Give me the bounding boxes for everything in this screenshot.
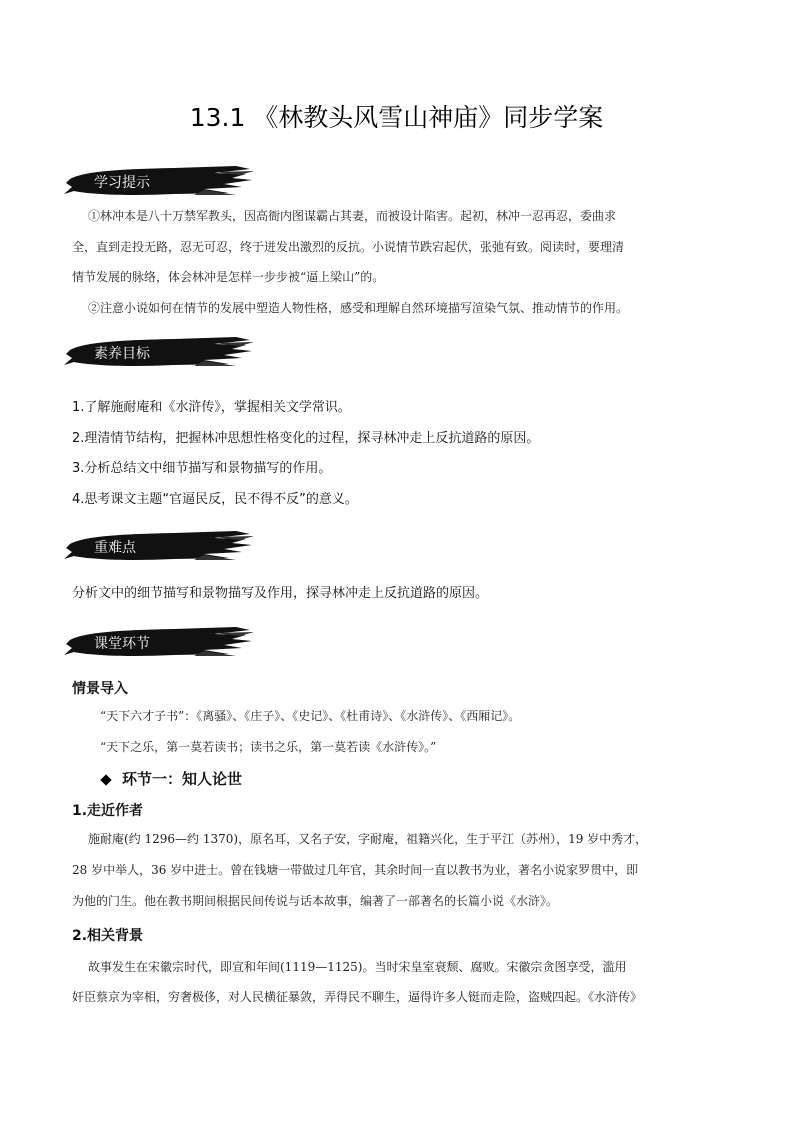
page-title: 13.1 《林教头风雪山神庙》同步学案	[189, 103, 604, 132]
author-heading: 1.走近作者	[72, 803, 144, 819]
goal-item: 4.思考课文主题“官逼民反，民不得不反”的意义。	[72, 492, 358, 507]
author-line: 为他的门生。他在教书期间根据民间传说与话本故事，编著了一部著名的长篇小说《水浒》。	[72, 894, 559, 908]
diamond-bullet-icon	[100, 774, 111, 785]
section-label: 素养目标	[94, 346, 150, 362]
background-line: 奸臣蔡京为宰相，穷奢极侈，对人民横征暴敛，弄得民不聊生，逼得许多人铤而走险，盗贼四起。《水浒传》	[72, 990, 643, 1004]
section-label: 课堂环节	[94, 636, 150, 652]
intro-line: “天下六才子书”：《离骚》、《庄子》、《史记》、《杜甫诗》、《水浒传》、《西厢记》。	[100, 709, 521, 723]
section-banner-class	[64, 626, 254, 658]
section-banner-key	[64, 530, 254, 562]
tips-line: 情节发展的脉络，体会林冲是怎样一步步被“逼上梁山”的。	[72, 270, 385, 284]
tips-line: 全，直到走投无路，忍无可忍，终于迸发出激烈的反抗。小说情节跌宕起伏，张弛有致。阅读时，要理清	[72, 240, 625, 254]
section-label: 重难点	[94, 540, 136, 556]
step-title: 环节一：知人论世	[122, 770, 243, 788]
brush-stroke-icon	[64, 626, 254, 658]
author-line: 28 岁中举人，36 岁中进士。曾在钱塘一带做过几年官，其余时间一直以教书为业，著名小说家罗贯中，即	[72, 863, 639, 877]
section-banner-tips	[64, 165, 254, 197]
tips-line: ①林冲本是八十万禁军教头，因高衙内图谋霸占其妻，而被设计陷害。起初，林冲一忍再忍，委曲求	[88, 209, 617, 223]
goal-item: 2.理清情节结构，把握林冲思想性格变化的过程，探寻林冲走上反抗道路的原因。	[72, 431, 540, 446]
intro-heading: 情景导入	[72, 681, 128, 697]
section-label: 学习提示	[94, 175, 150, 191]
author-line: 施耐庵(约 1296—约 1370)，原名耳，又名子安，字耐庵，祖籍兴化，生于平江（苏州），19 岁中秀才，	[88, 832, 648, 846]
goal-item: 3.分析总结文中细节描写和景物描写的作用。	[72, 461, 332, 476]
tips-line: ②注意小说如何在情节的发展中塑造人物性格，感受和理解自然环境描写渲染气氛、推动情节的作用。	[88, 301, 629, 315]
brush-stroke-icon	[64, 530, 254, 562]
step-heading	[102, 768, 242, 789]
brush-stroke-icon	[64, 336, 254, 368]
key-text: 分析文中的细节描写和景物描写及作用，探寻林冲走上反抗道路的原因。	[72, 586, 489, 601]
intro-line: “天下之乐，第一莫若读书；读书之乐，第一莫若读《水浒传》。”	[100, 740, 437, 754]
goal-item: 1.了解施耐庵和《水浒传》，掌握相关文学常识。	[72, 400, 351, 415]
section-banner-goals	[64, 336, 254, 368]
background-heading: 2.相关背景	[72, 928, 144, 944]
background-line: 故事发生在宋徽宗时代，即宣和年间(1119—1125)。当时宋皇室衰颓、腐败。宋徽宗贪图享受，滥用	[88, 960, 627, 974]
brush-stroke-icon	[64, 165, 254, 197]
